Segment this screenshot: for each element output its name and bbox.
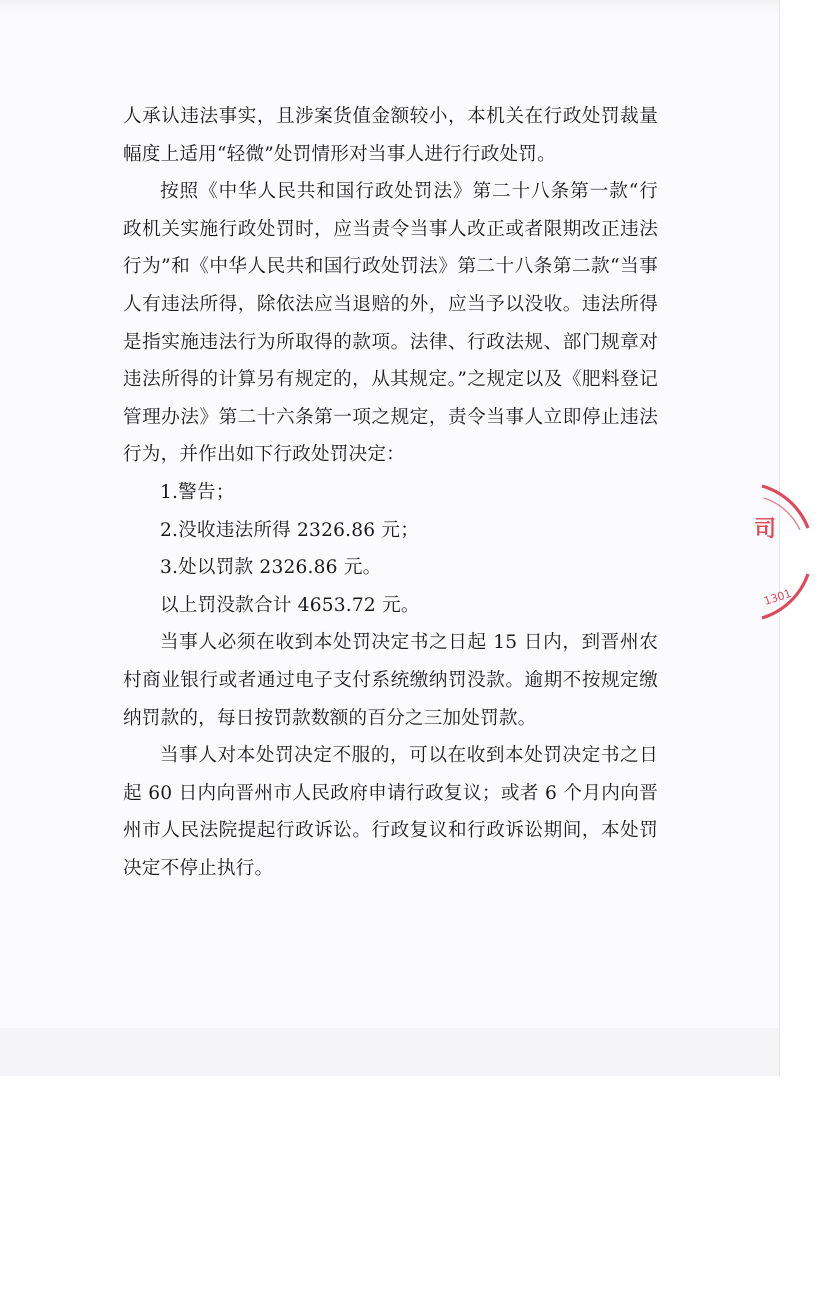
document-body xyxy=(123,98,658,887)
appeal-paragraph: 当事人对本处罚决定不服的，可以在收到本处罚决定书之日起 60 日内向晋州市人民政府申请行政复议；或者 6 个月内向晋州市人民法院提起行政诉讼。行政复议和行政诉讼期间，本处罚决定不停止执行。 xyxy=(123,745,658,879)
penalty-item-1: 1.警告； xyxy=(160,481,235,503)
seal-fragment-char: 司 xyxy=(754,517,777,542)
payment-paragraph: 当事人必须在收到本处罚决定书之日起 15 日内，到晋州农村商业银行或者通过电子支付系统缴纳罚没款。逾期不按规定缴纳罚款的，每日按罚款数额的百分之三加处罚款。 xyxy=(123,632,658,729)
penalty-item-3: 3.处以罚款 2326.86 元。 xyxy=(160,557,382,579)
official-seal-fragment xyxy=(748,478,818,628)
scan-bottom-band xyxy=(0,1028,779,1076)
scan-top-shadow xyxy=(0,0,779,14)
paragraph-2: 按照《中华人民共和国行政处罚法》第二十八条第一款“行政机关实施行政处罚时，应当责令当事人改正或者限期改正违法行为”和《中华人民共和国行政处罚法》第二十八条第二款“当事人有违法所得，除依法应当退赔的外，应当予以没收。违法所得是指实施违法行为所取得的款项。法律、行政法规、部门规章对违法所得的计算另有规定的，从其规定。”之规定以及《肥料登记管理办法》第二十六条第一项之规定，责令当事人立即停止违法行为，并作出如下行政处罚决定： xyxy=(123,181,658,466)
penalty-item-2: 2.没收违法所得 2326.86 元； xyxy=(160,519,420,541)
paragraph-1: 人承认违法事实，且涉案货值金额较小，本机关在行政处罚裁量幅度上适用“轻微”处罚情形对当事人进行行政处罚。 xyxy=(123,106,658,165)
penalty-total: 以上罚没款合计 4653.72 元。 xyxy=(160,594,420,616)
seal-fragment-number: 1301 xyxy=(762,586,793,608)
seal-icon xyxy=(748,478,818,628)
